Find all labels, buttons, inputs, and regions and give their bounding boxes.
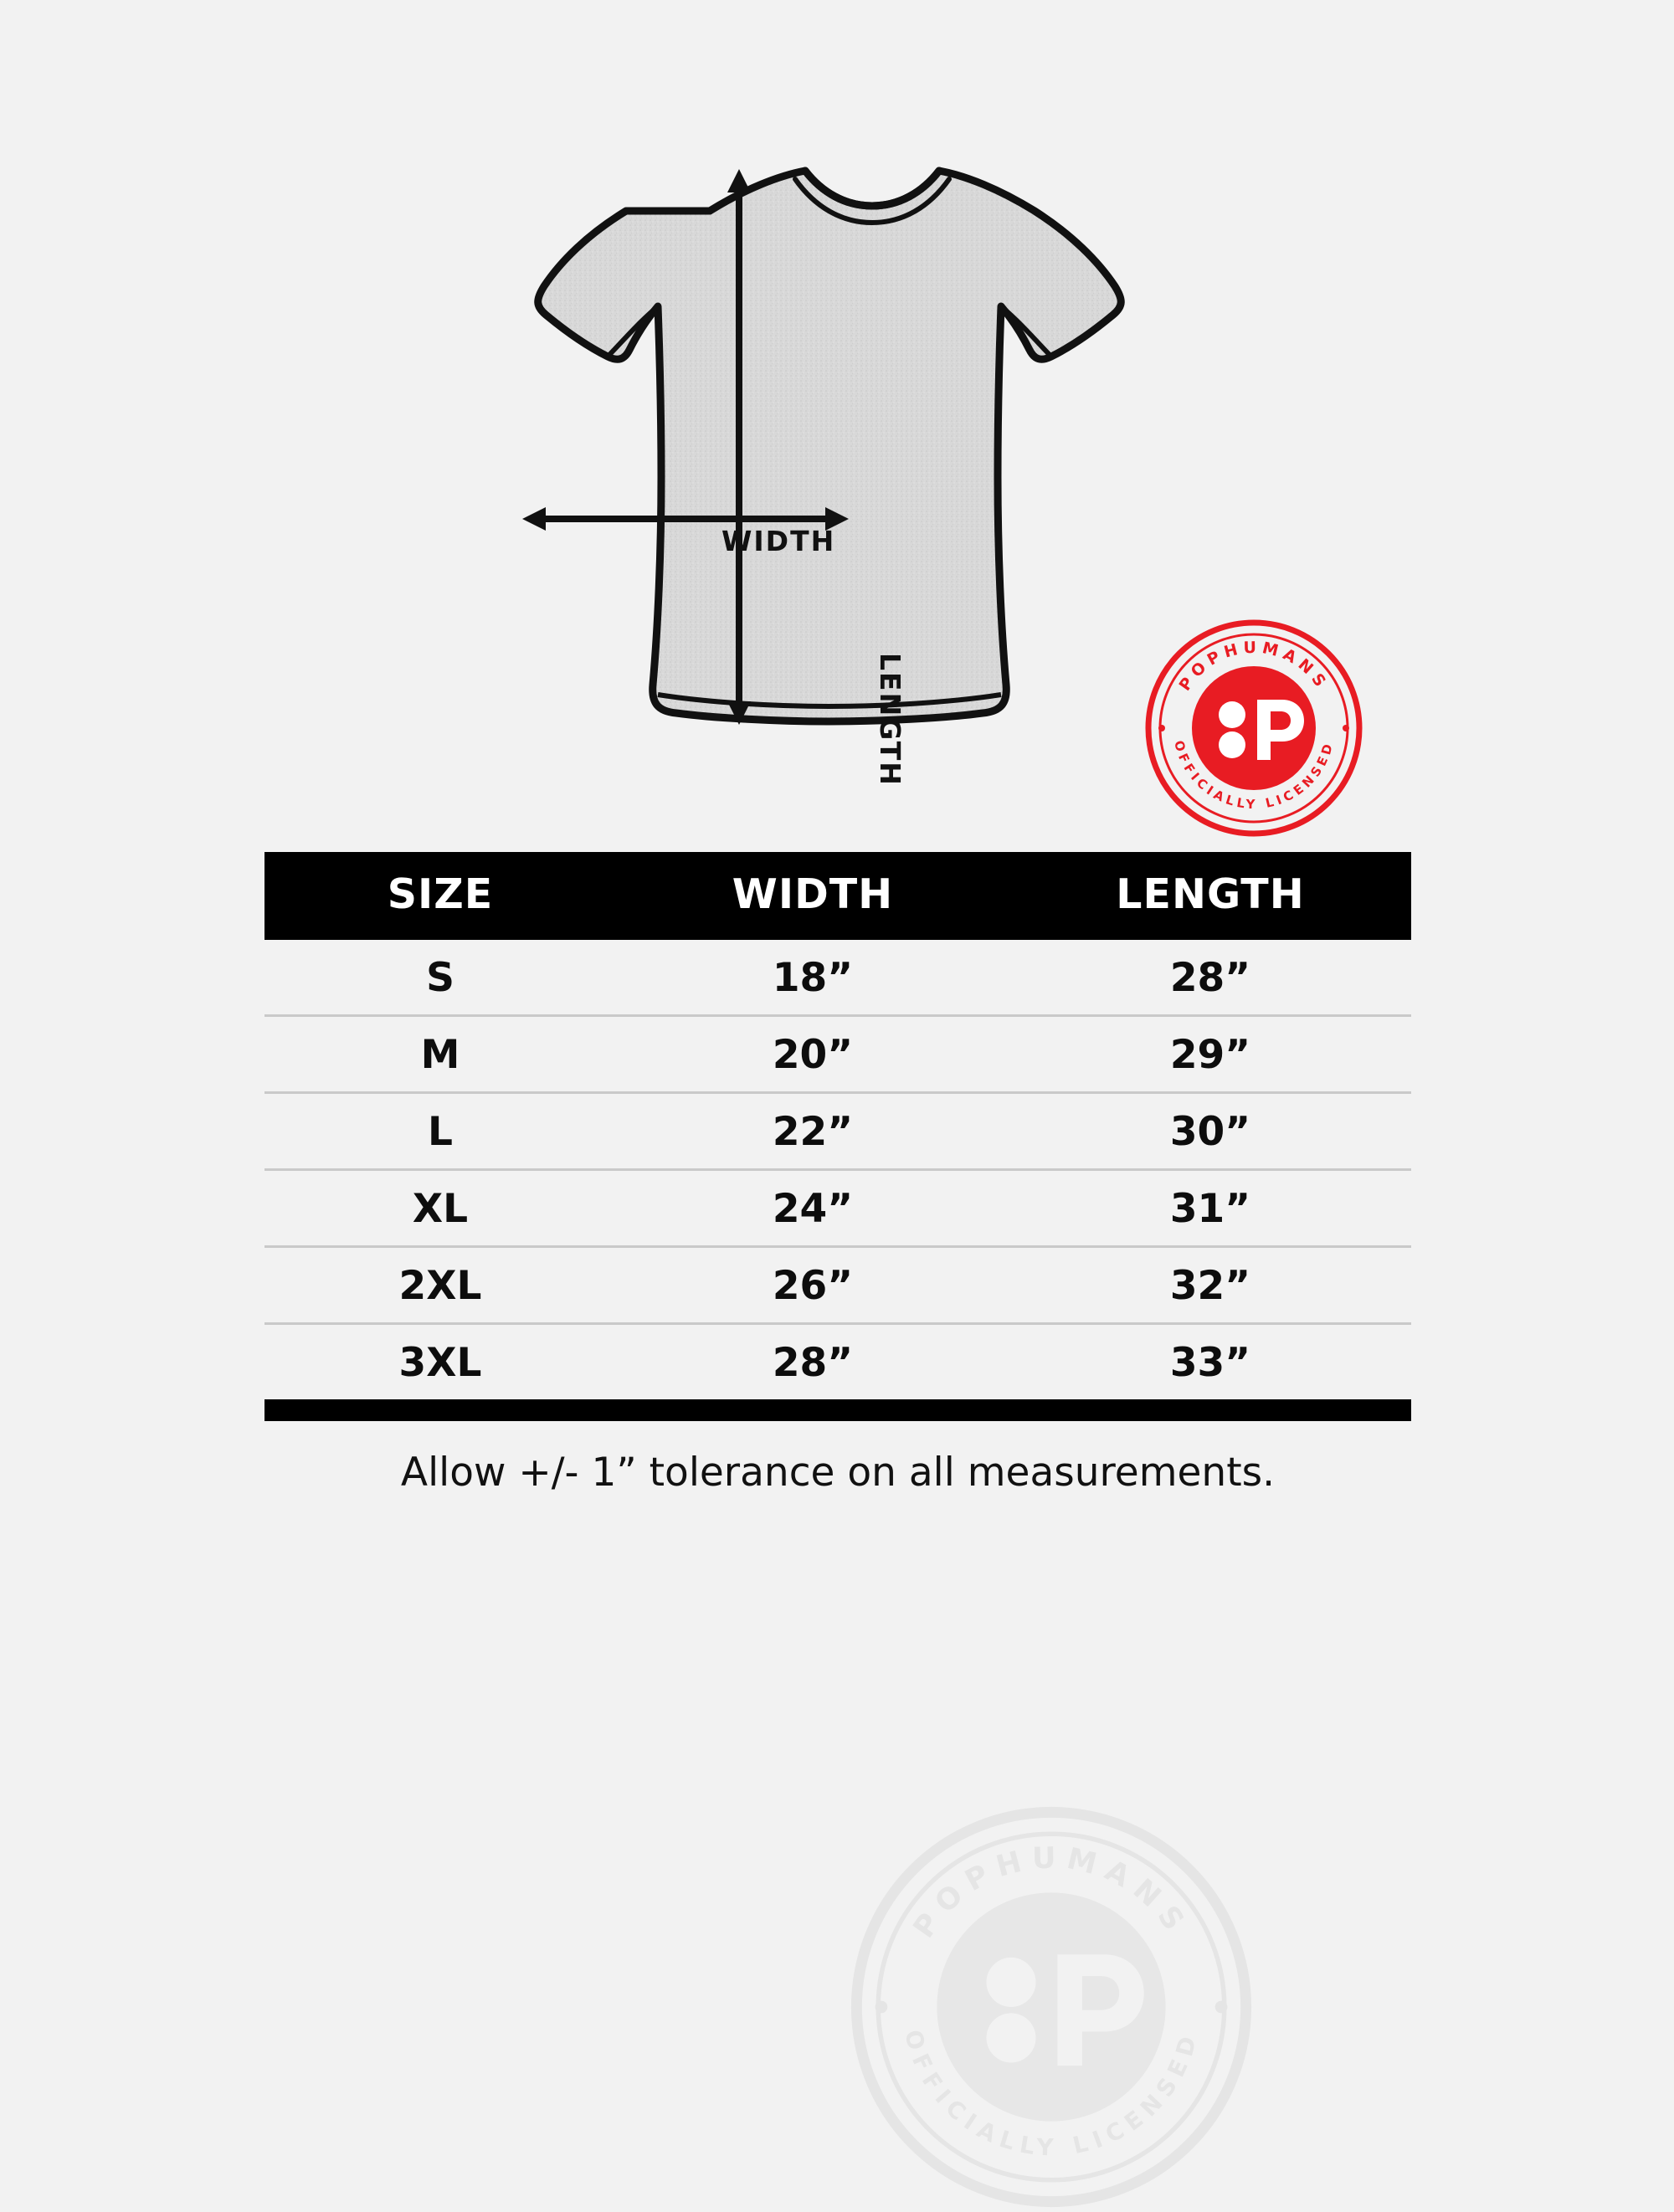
tolerance-note: Allow +/- 1” tolerance on all measurements.: [400, 1450, 1276, 1496]
size-table-header: [264, 852, 1411, 940]
length-measure-label: LENGTH: [874, 653, 906, 787]
table-row: [264, 1247, 1411, 1324]
column-header-size: SIZE: [264, 852, 616, 940]
cell-length: 33”: [1169, 1340, 1251, 1386]
size-table-body: [264, 940, 1411, 1399]
svg-text:OFFICIALLY LICENSED: OFFICIALLY LICENSED: [898, 2026, 1204, 2162]
width-measure-label: WIDTH: [721, 525, 836, 557]
cell-width: 22”: [616, 1093, 1009, 1170]
svg-text:POPHUMANS: POPHUMANS: [1175, 638, 1333, 695]
svg-text:POPHUMANS: POPHUMANS: [906, 1840, 1196, 1945]
cell-length: 30”: [1009, 1093, 1411, 1170]
table-bottom-bar: [264, 1399, 1411, 1421]
table-row: [264, 1093, 1411, 1170]
table-row: [264, 1016, 1411, 1093]
cell-length: 28”: [1009, 940, 1411, 1016]
seal-watermark: [850, 1806, 1252, 2208]
cell-width: 28”: [772, 1340, 854, 1386]
cell-length: 29”: [1009, 1016, 1411, 1093]
cell-width: 20”: [616, 1016, 1009, 1093]
cell-width: 26”: [616, 1247, 1009, 1324]
pophumans-seal-icon: [1145, 619, 1363, 837]
size-table-area: [264, 852, 1411, 2162]
table-header-row: [264, 852, 1411, 940]
cell-size: M: [264, 1016, 616, 1093]
official-license-seal: [1145, 619, 1363, 837]
cell-length: 32”: [1009, 1247, 1411, 1324]
column-header-width: WIDTH: [616, 852, 1009, 940]
pophumans-watermark-icon: [850, 1806, 1252, 2208]
cell-size: 2XL: [264, 1247, 616, 1324]
table-row: [264, 940, 1411, 1016]
shirt-diagram: [0, 117, 1674, 837]
table-row: [264, 1170, 1411, 1247]
column-header-length: LENGTH: [1009, 852, 1411, 940]
cell-width: 18”: [616, 940, 1009, 1016]
cell-size: S: [264, 940, 616, 1016]
cell-size: L: [264, 1093, 616, 1170]
tshirt-icon: [494, 159, 1163, 795]
cell-size: 3XL: [398, 1340, 482, 1386]
size-chart-table: [264, 852, 1411, 1399]
tshirt-illustration: [494, 159, 1163, 795]
cell-width: 24”: [616, 1170, 1009, 1247]
svg-text:OFFICIALLY LICENSED: OFFICIALLY LICENSED: [1171, 738, 1337, 813]
cell-length: 31”: [1009, 1170, 1411, 1247]
cell-size: XL: [264, 1170, 616, 1247]
table-row: [264, 1324, 1411, 1400]
